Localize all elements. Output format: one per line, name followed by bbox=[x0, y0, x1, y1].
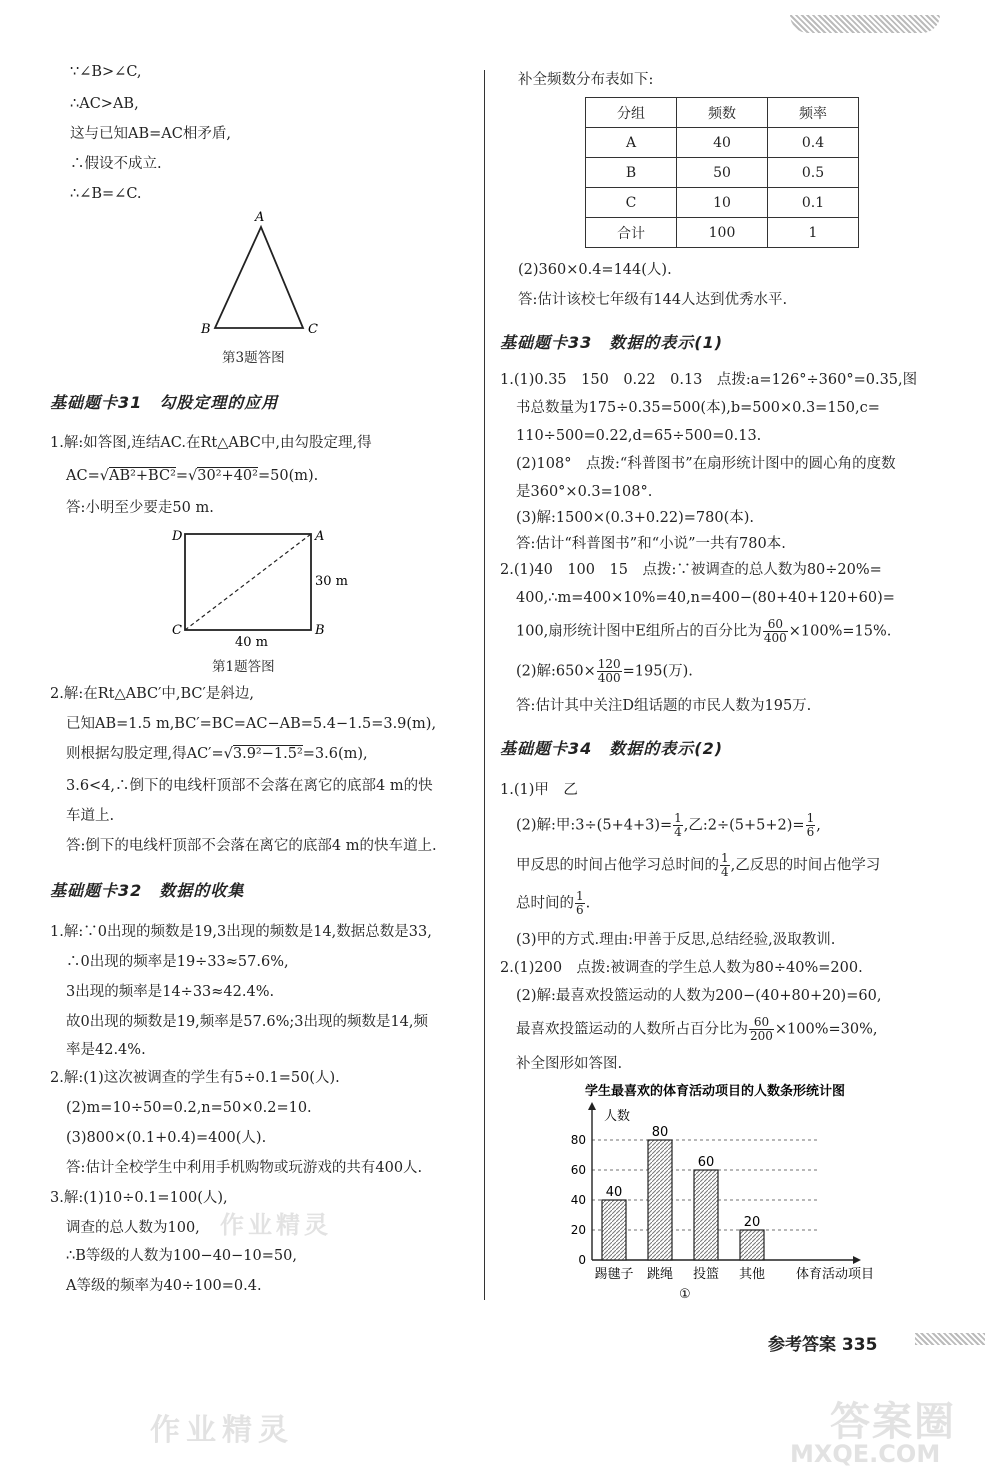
section-title-card33: 基础题卡33 数据的表示(1) bbox=[500, 333, 724, 352]
card34-line-1: 1.(1)甲 乙 bbox=[500, 782, 578, 798]
table-header-row bbox=[586, 98, 859, 128]
table-cell: 100 bbox=[677, 218, 768, 248]
corner-label-d: D bbox=[172, 529, 183, 544]
card34-line-5: (3)甲的方式.理由:甲善于反思,总结经验,汲取教训. bbox=[516, 932, 836, 948]
card31-q2-line2: 已知AB=1.5 m,BC′=BC=AC−AB=5.4−1.5=3.9(m), bbox=[66, 716, 437, 732]
card32-line: 2.解:(1)这次被调查的学生有5÷0.1=50(人). bbox=[50, 1070, 340, 1086]
table-cell: B bbox=[586, 158, 677, 188]
card33-line: 2.(1)40 100 15 点拨:∵被调查的总人数为80÷20%= bbox=[500, 562, 882, 578]
x-tick-label: 踢毽子 bbox=[594, 1267, 634, 1282]
table-cell: A bbox=[586, 128, 677, 158]
table-header-cell: 分组 bbox=[586, 98, 677, 128]
card33-line-10: 100,扇形统计图中E组所占的百分比为 $\frac{60}{400}$ ×100%=15%. bbox=[516, 617, 892, 645]
corner-label-c: C bbox=[172, 623, 182, 638]
table-cell: 1 bbox=[768, 218, 859, 248]
proof-line-5: ∴∠B=∠C. bbox=[70, 186, 142, 202]
table-cell: 0.4 bbox=[768, 128, 859, 158]
page-number: 335 bbox=[841, 1335, 878, 1355]
card34-line-4: 总时间的 $\frac{1}{6}$ . bbox=[516, 889, 591, 917]
card32-line: ∴B等级的人数为100−40−10=50, bbox=[66, 1248, 297, 1264]
table-cell: 0.5 bbox=[768, 158, 859, 188]
proof-line-4: ∴假设不成立. bbox=[70, 156, 162, 172]
card32-line: ∴0出现的频率是19÷33≈57.6%, bbox=[66, 954, 289, 970]
figure-caption-3: 第3题答图 bbox=[222, 350, 285, 366]
watermark: 作业精灵 bbox=[150, 1413, 294, 1448]
footer-decoration bbox=[915, 1333, 985, 1345]
table-cell: 10 bbox=[677, 188, 768, 218]
card33-line: 1.(1)0.35 150 0.22 0.13 点拨:a=126°÷360°=0.35,图 bbox=[500, 372, 918, 388]
table-cell: 0.1 bbox=[768, 188, 859, 218]
card31-q2-line5: 车道上. bbox=[66, 808, 115, 824]
table-header-cell: 频率 bbox=[768, 98, 859, 128]
y-tick-label: 0 bbox=[578, 1253, 586, 1267]
y-axis-label: 人数 bbox=[604, 1109, 631, 1124]
card33-line: 110÷500=0.22,d=65÷500=0.13. bbox=[516, 428, 762, 444]
watermark: MXQE.COM bbox=[790, 1440, 941, 1468]
card33-line: (3)解:1500×(0.3+0.22)=780(本). bbox=[516, 510, 755, 526]
vertex-label-a: A bbox=[255, 210, 265, 225]
after-table-line: 答:估计该校七年级有144人达到优秀水平. bbox=[518, 292, 788, 308]
chart-title: 学生最喜欢的体育活动项目的人数条形统计图 bbox=[584, 1084, 846, 1099]
card34-line-3: 甲反思的时间占他学习总时间的 $\frac{1}{4}$ ,乙反思的时间占他学习 bbox=[516, 851, 881, 879]
corner-label-a: A bbox=[315, 529, 325, 544]
vertex-label-c: C bbox=[308, 322, 318, 337]
vertex-label-b: B bbox=[201, 322, 211, 337]
watermark: 答案圈 bbox=[830, 1399, 956, 1445]
section-title-card32: 基础题卡32 数据的收集 bbox=[50, 881, 245, 900]
card33-line-11: (2)解:650× $\frac{120}{400}$ =195(万). bbox=[516, 657, 693, 685]
x-axis-label: 体育活动项目 bbox=[796, 1267, 875, 1282]
bar-投篮 bbox=[694, 1170, 718, 1260]
x-tick-label: 投篮 bbox=[692, 1267, 720, 1282]
card31-q1-line1: 1.解:如答图,连结AC.在Rt△ABC中,由勾股定理,得 bbox=[50, 435, 372, 451]
card33-line: (2)108° 点拨:“科普图书”在扇形统计图中的圆心角的度数 bbox=[516, 456, 896, 472]
y-axis-arrow bbox=[588, 1102, 596, 1110]
card34-line-9: 补全图形如答图. bbox=[516, 1056, 623, 1072]
frequency-table bbox=[585, 97, 859, 248]
table-cell: 40 bbox=[677, 128, 768, 158]
table-intro: 补全频数分布表如下: bbox=[518, 72, 654, 88]
table-cell: 50 bbox=[677, 158, 768, 188]
triangle-figure bbox=[195, 205, 325, 340]
card32-line: 故0出现的频数是19,频率是57.6%;3出现的频数是14,频 bbox=[66, 1014, 429, 1030]
table-row bbox=[586, 128, 859, 158]
corner-label-b: B bbox=[315, 623, 325, 638]
card33-line: 答:估计“科普图书”和“小说”一共有780本. bbox=[516, 536, 786, 552]
card32-line: 3出现的频率是14÷33≈42.4%. bbox=[66, 984, 275, 1000]
table-row bbox=[586, 188, 859, 218]
card34-line-7: (2)解:最喜欢投篮运动的人数为200−(40+80+20)=60, bbox=[516, 988, 882, 1004]
proof-line-1: ∵∠B>∠C, bbox=[70, 64, 142, 80]
bar-chart bbox=[540, 1078, 890, 1308]
table-row bbox=[586, 218, 859, 248]
proof-line-2: ∴AC>AB, bbox=[70, 96, 139, 112]
card31-q2-answer: 答:倒下的电线杆顶部不会落在离它的底部4 m的快车道上. bbox=[66, 838, 437, 854]
figure-label: ① bbox=[679, 1287, 691, 1302]
bar-跳绳 bbox=[648, 1140, 672, 1260]
card31-q1-formula: AC=√AB²+BC²=√30²+40²=50(m). bbox=[66, 468, 319, 484]
card33-line-12: 答:估计其中关注D组话题的市民人数为195万. bbox=[516, 698, 812, 714]
proof-line-3: 这与已知AB=AC相矛盾, bbox=[70, 126, 231, 142]
y-tick-label: 80 bbox=[570, 1133, 586, 1147]
card32-line: A等级的频率为40÷100=0.4. bbox=[66, 1278, 262, 1294]
y-tick-label: 40 bbox=[570, 1193, 586, 1207]
card31-q2-line4: 3.6<4,∴倒下的电线杆顶部不会落在离它的底部4 m的快 bbox=[66, 778, 433, 794]
figure-caption-1: 第1题答图 bbox=[212, 659, 275, 675]
bar-踢毽子 bbox=[602, 1200, 626, 1260]
card31-q1-answer: 答:小明至少要走50 m. bbox=[66, 500, 214, 516]
y-tick-label: 20 bbox=[570, 1223, 586, 1237]
watermark: 作业精灵 bbox=[220, 1211, 332, 1239]
card34-line-8: 最喜欢投篮运动的人数所占百分比为 $\frac{60}{200}$ ×100%=30%, bbox=[516, 1015, 878, 1043]
card32-line: 1.解:∵0出现的频数是19,3出现的频数是14,数据总数是33, bbox=[50, 924, 432, 940]
card33-line: 400,∴m=400×10%=40,n=400−(80+40+120+60)= bbox=[516, 590, 895, 606]
card31-q2-line3: 则根据勾股定理,得AC′=√3.9²−1.5²=3.6(m), bbox=[66, 746, 368, 762]
x-axis-arrow bbox=[853, 1256, 861, 1264]
card31-q2-line1: 2.解:在Rt△ABC′中,BC′是斜边, bbox=[50, 686, 254, 702]
data-label: 60 bbox=[697, 1155, 715, 1170]
table-cell: C bbox=[586, 188, 677, 218]
card32-line: 率是42.4%. bbox=[66, 1042, 146, 1058]
table-row bbox=[586, 158, 859, 188]
data-label: 20 bbox=[743, 1215, 761, 1230]
card33-line: 书总数量为175÷0.35=500(本),b=500×0.3=150,c= bbox=[516, 400, 880, 416]
card34-line-2: (2)解:甲:3÷(5+4+3)= $\frac{1}{4}$ ,乙:2÷(5+5+2)= $\frac{1}{6}$ , bbox=[516, 811, 821, 839]
bottom-length-label: 40 m bbox=[235, 635, 269, 650]
y-tick-label: 60 bbox=[570, 1163, 586, 1177]
card32-line: (3)800×(0.1+0.4)=400(人). bbox=[66, 1130, 267, 1146]
x-tick-label: 其他 bbox=[738, 1267, 766, 1282]
table-header-cell: 频数 bbox=[677, 98, 768, 128]
card33-line: 是360°×0.3=108°. bbox=[516, 484, 653, 500]
bar-其他 bbox=[740, 1230, 764, 1260]
card32-line: (2)m=10÷50=0.2,n=50×0.2=10. bbox=[66, 1100, 312, 1116]
card32-line: 3.解:(1)10÷0.1=100(人), bbox=[50, 1190, 228, 1206]
card34-line-6: 2.(1)200 点拨:被调查的学生总人数为80÷40%=200. bbox=[500, 960, 863, 976]
card32-line: 答:估计全校学生中利用手机购物或玩游戏的共有400人. bbox=[66, 1160, 423, 1176]
card32-line: 调查的总人数为100, bbox=[66, 1220, 200, 1236]
section-title-card34: 基础题卡34 数据的表示(2) bbox=[500, 739, 724, 758]
column-divider bbox=[484, 70, 485, 1300]
after-table-line: (2)360×0.4=144(人). bbox=[518, 262, 672, 278]
data-label: 80 bbox=[651, 1125, 669, 1140]
table-cell: 合计 bbox=[586, 218, 677, 248]
data-label: 40 bbox=[605, 1185, 623, 1200]
corner-decoration bbox=[790, 15, 940, 33]
rectangle-figure bbox=[165, 522, 355, 652]
footer-label: 参考答案 bbox=[768, 1335, 836, 1355]
x-tick-label: 跳绳 bbox=[646, 1267, 674, 1282]
section-title-card31: 基础题卡31 勾股定理的应用 bbox=[50, 393, 279, 412]
side-length-label: 30 m bbox=[315, 574, 349, 589]
page-footer bbox=[768, 1330, 877, 1355]
